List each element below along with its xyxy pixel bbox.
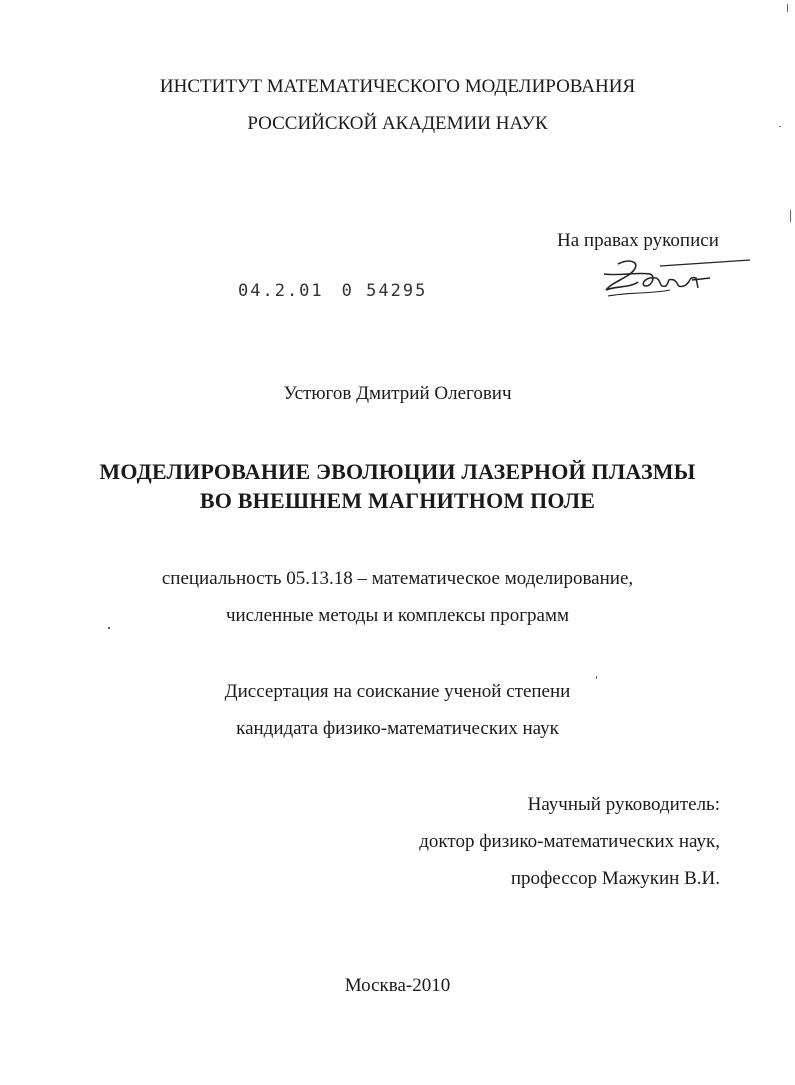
scan-speck (787, 4, 788, 12)
stamp-date: 04.2.01 (238, 281, 324, 301)
supervisor-name: профессор Мажукин В.И. (510, 868, 720, 889)
scan-speck (790, 210, 791, 222)
degree-line2: кандидата физико-математических наук (236, 718, 559, 739)
author-name: Устюгов Дмитрий Олегович (283, 383, 512, 404)
stamp-number: 0 54295 (341, 281, 428, 301)
place-year: Москва-2010 (344, 975, 451, 996)
specialty-line1: специальность 05.13.18 – математическое моделирование, (161, 568, 634, 589)
thesis-title-line2: ВО ВНЕШНЕМ МАГНИТНОМ ПОЛЕ (199, 488, 596, 513)
thesis-title-line1: МОДЕЛИРОВАНИЕ ЭВОЛЮЦИИ ЛАЗЕРНОЙ ПЛАЗМЫ (99, 459, 696, 484)
degree-line1: Диссертация на соискание ученой степени (224, 681, 571, 702)
supervisor-degree: доктор физико-математических наук, (419, 831, 720, 852)
manuscript-note: На правах рукописи (557, 230, 719, 251)
scan-speck (779, 126, 781, 127)
archive-stamp (238, 281, 427, 301)
supervisor-label: Научный руководитель: (527, 794, 720, 815)
institute-name-line1: ИНСТИТУТ МАТЕМАТИЧЕСКОГО МОДЕЛИРОВАНИЯ (159, 76, 636, 97)
signature-image (600, 252, 755, 302)
specialty-line2: численные методы и комплексы программ (225, 605, 570, 626)
scan-speck (596, 676, 597, 679)
scan-speck (108, 627, 110, 629)
institute-name-line2: РОССИЙСКОЙ АКАДЕМИИ НАУК (247, 113, 548, 134)
